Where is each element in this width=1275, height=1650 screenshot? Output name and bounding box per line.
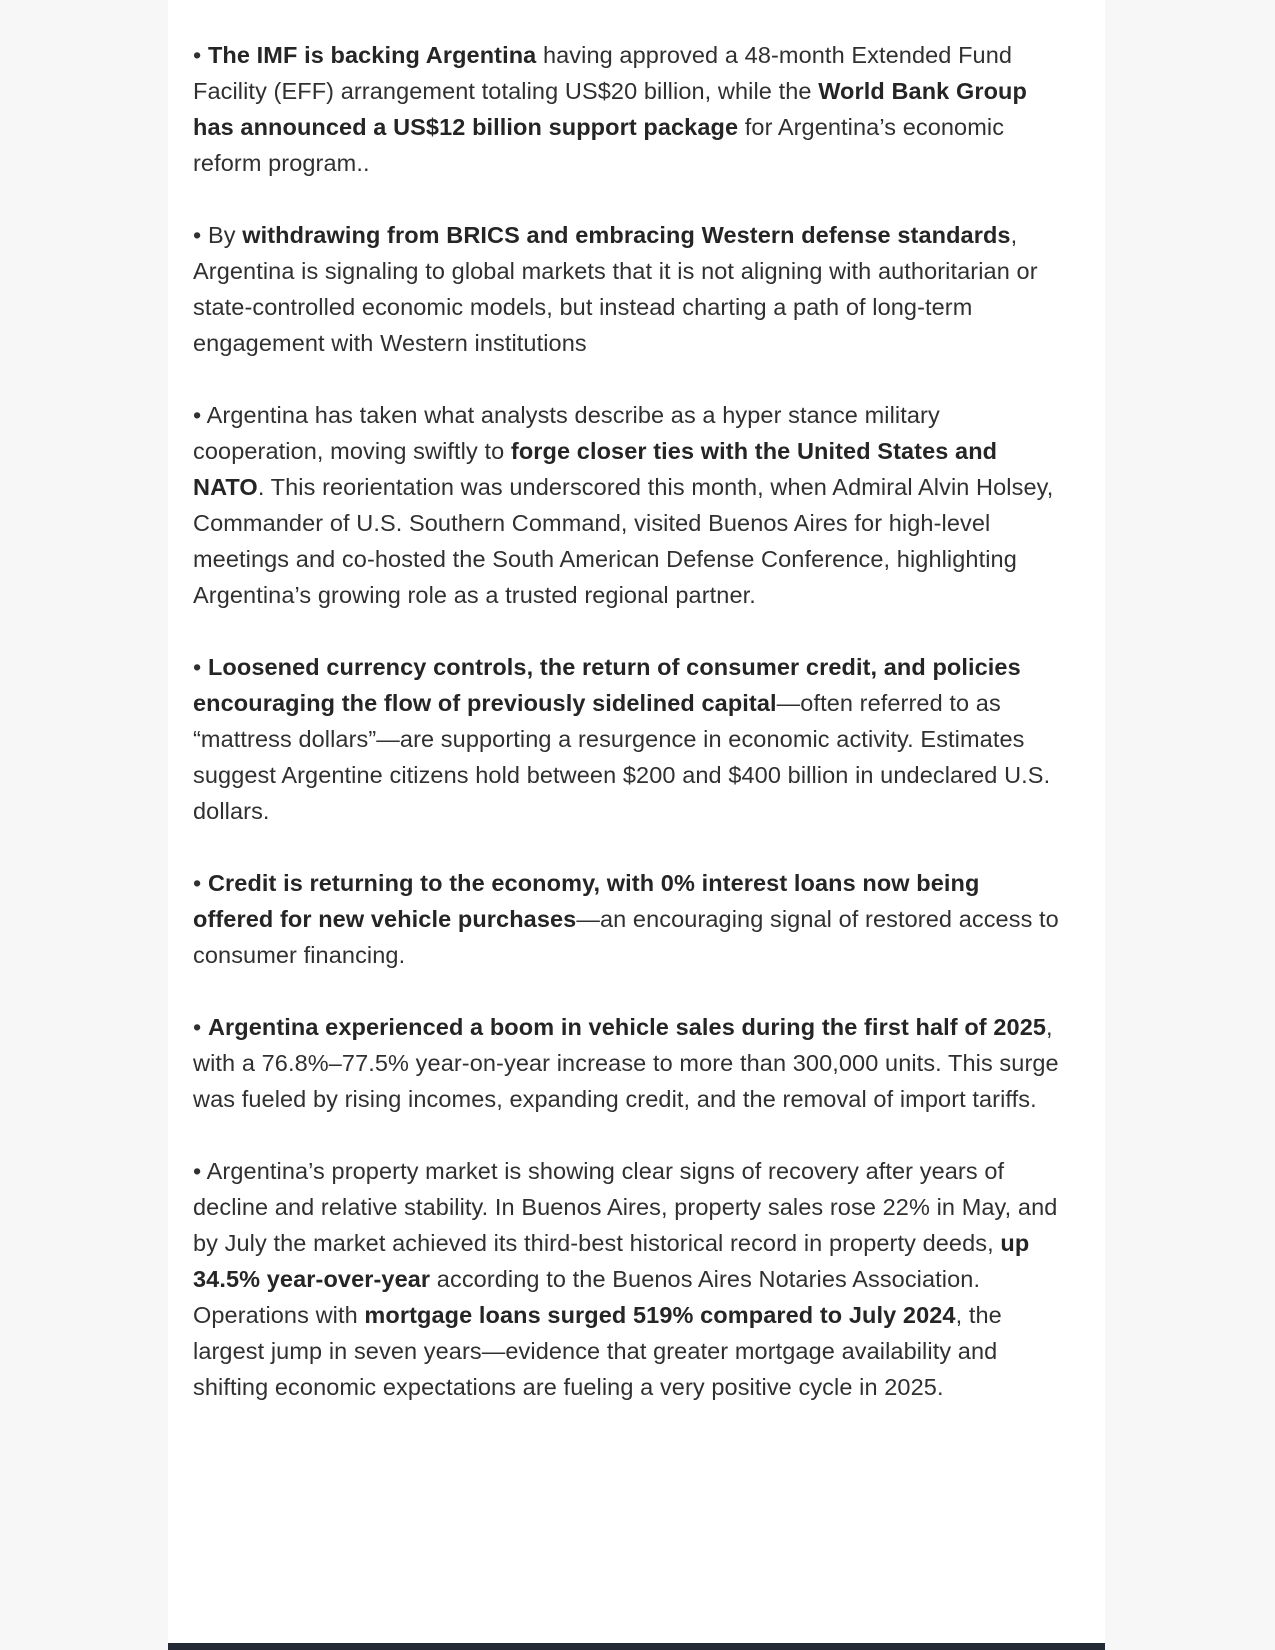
bold-text-run: mortgage loans surged 519% compared to July 2024: [364, 1302, 956, 1328]
bullet-paragraph: [193, 649, 1063, 829]
bullet-paragraph: [193, 1009, 1063, 1117]
text-run: having approved a 48-month Extended Fund Facility (EFF) arrangement totaling US$20 billion, while the: [193, 42, 1013, 104]
text-run: for Argentina’s economic reform program..: [193, 114, 1005, 176]
bullet-paragraph: [193, 397, 1063, 613]
text-run: •: [193, 654, 208, 680]
bold-text-run: World Bank Group has announced a US$12 billion support package: [193, 78, 1027, 140]
bold-text-run: Credit is returning to the economy, with 0% interest loans now being offered for new vehicle purchases: [193, 870, 980, 932]
article-body: [168, 0, 1105, 1405]
text-run: • Argentina has taken what analysts describe as a hyper stance military cooperation, moving swiftly to: [193, 402, 940, 464]
footer-divider-bar: [168, 1643, 1105, 1650]
text-run: •: [193, 870, 208, 896]
bullet-paragraph: [193, 865, 1063, 973]
text-run: , with a 76.8%–77.5% year-on-year increase to more than 300,000 units. This surge was fueled by rising incomes, expanding credit, and the removal of import tariffs.: [193, 1014, 1059, 1112]
bullet-paragraph: [193, 1153, 1063, 1405]
text-run: •: [193, 1014, 208, 1040]
bold-text-run: up 34.5% year-over-year: [193, 1230, 1030, 1292]
bold-text-run: forge closer ties with the United States and NATO: [193, 438, 998, 500]
bold-text-run: The IMF is backing Argentina: [207, 42, 537, 68]
text-run: , Argentina is signaling to global markets that it is not aligning with authoritarian or state-controlled economic models, but instead charting a path of long-term engagement with Western institutions: [193, 222, 1038, 356]
text-run: —often referred to as “mattress dollars”—are supporting a resurgence in economic activity. Estimates suggest Argentine citizens hold between $200 and $400 billion in undeclared U.S. dollars.: [193, 690, 1051, 824]
bold-text-run: Argentina experienced a boom in vehicle sales during the first half of 2025: [207, 1014, 1047, 1040]
text-run: —an encouraging signal of restored access to consumer financing.: [193, 906, 1059, 968]
bullet-paragraph: [193, 37, 1063, 181]
text-run: •: [193, 42, 208, 68]
text-run: , the largest jump in seven years—evidence that greater mortgage availability and shifting economic expectations are fueling a very positive cycle in 2025.: [193, 1302, 1002, 1400]
bullet-paragraph: [193, 217, 1063, 361]
bold-text-run: Loosened currency controls, the return of consumer credit, and policies encouraging the flow of previously sidelined capital: [193, 654, 1021, 716]
text-run: • Argentina’s property market is showing clear signs of recovery after years of decline and relative stability. In Buenos Aires, property sales rose 22% in May, and by July the market achieved its third-best historical record in property deeds,: [193, 1158, 1058, 1256]
content-card: [168, 0, 1105, 1650]
text-run: • By: [193, 222, 243, 248]
bold-text-run: withdrawing from BRICS and embracing Western defense standards: [242, 222, 1011, 248]
text-run: according to the Buenos Aires Notaries Association. Operations with: [193, 1266, 981, 1328]
text-run: . This reorientation was underscored this month, when Admiral Alvin Holsey, Commander of U.S. Southern Command, visited Buenos Aires for high-level meetings and co-hosted the South American Defense Conference, highlighting Argentina’s growing role as a trusted regional partner.: [193, 474, 1054, 608]
